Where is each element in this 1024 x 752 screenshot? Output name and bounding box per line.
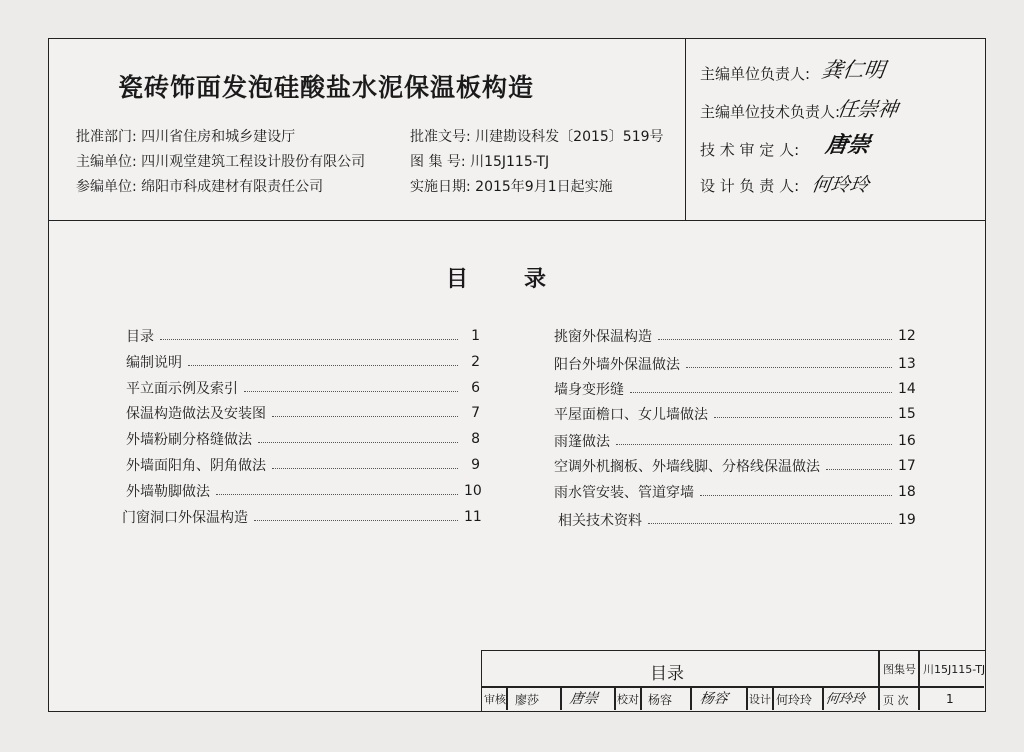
title-block-divider bbox=[560, 686, 562, 710]
toc-entry-page: 14 bbox=[898, 381, 916, 397]
approve-no-row bbox=[410, 126, 664, 146]
page-no-label: 页 次 bbox=[883, 694, 909, 707]
title-block bbox=[481, 650, 986, 712]
chief-unit-label: 主编单位: bbox=[76, 154, 137, 170]
toc-entry-page: 8 bbox=[471, 431, 480, 447]
toc-entry[interactable] bbox=[126, 455, 480, 475]
toc-entry-page: 11 bbox=[464, 509, 482, 525]
atlas-no-label: 图集号 bbox=[883, 663, 916, 676]
chief-unit-row bbox=[76, 151, 365, 171]
toc-entry[interactable] bbox=[554, 354, 914, 374]
document-title: 瓷砖饰面发泡硅酸盐水泥保温板构造 bbox=[118, 73, 535, 102]
check-label: 校对 bbox=[617, 693, 639, 706]
title-block-divider bbox=[918, 651, 920, 710]
toc-heading-char-2: 录 bbox=[524, 267, 547, 292]
toc-entry[interactable] bbox=[122, 507, 480, 527]
approve-no-label: 批准文号: bbox=[410, 129, 471, 145]
toc-entry-title: 外墙面阳角、阴角做法 bbox=[126, 458, 266, 474]
check-signature: 杨容 bbox=[698, 691, 729, 707]
toc-leader bbox=[160, 339, 458, 340]
title-block-divider bbox=[746, 686, 748, 710]
toc-entry-title: 墙身变形缝 bbox=[554, 382, 624, 398]
toc-leader bbox=[616, 444, 892, 445]
approve-dept-label: 批准部门: bbox=[76, 129, 137, 145]
toc-entry-title: 挑窗外保温构造 bbox=[554, 329, 652, 345]
tech-head-label: 主编单位技术负责人: bbox=[700, 103, 841, 121]
toc-entry-title: 空调外机搁板、外墙线脚、分格线保温做法 bbox=[554, 459, 820, 475]
title-block-divider bbox=[506, 686, 508, 710]
toc-entry-page: 6 bbox=[471, 380, 480, 396]
atlas-no-value: 川15J115-TJ bbox=[923, 663, 986, 676]
toc-entry[interactable] bbox=[126, 429, 480, 449]
toc-entry-title: 平立面示例及索引 bbox=[126, 381, 238, 397]
review-signature: 唐崇 bbox=[568, 691, 599, 707]
review-label: 审核 bbox=[484, 693, 506, 706]
toc-entry-title: 目录 bbox=[126, 329, 154, 345]
toc-leader bbox=[254, 520, 458, 521]
title-block-divider bbox=[482, 686, 984, 688]
approve-dept-row bbox=[76, 126, 295, 146]
chief-unit-value: 四川观堂建筑工程设计股份有限公司 bbox=[141, 154, 366, 170]
toc-leader bbox=[700, 495, 892, 496]
toc-entry[interactable] bbox=[126, 378, 480, 398]
toc-entry-title: 雨篷做法 bbox=[554, 434, 610, 450]
toc-leader bbox=[272, 416, 458, 417]
effective-date-label: 实施日期: bbox=[410, 179, 471, 195]
title-block-divider bbox=[772, 686, 774, 710]
toc-leader bbox=[188, 365, 458, 366]
toc-entry-title: 门窗洞口外保温构造 bbox=[122, 510, 248, 526]
toc-entry-title: 雨水管安装、管道穿墙 bbox=[554, 485, 694, 501]
tech-head-signature: 任崇神 bbox=[836, 97, 900, 121]
toc-entry-page: 12 bbox=[898, 328, 916, 344]
toc-entry-page: 17 bbox=[898, 458, 916, 474]
toc-entry-page: 19 bbox=[898, 512, 916, 528]
approve-no-value: 川建勘设科发〔2015〕519号 bbox=[475, 129, 664, 145]
toc-leader bbox=[630, 392, 892, 393]
toc-entry-page: 1 bbox=[471, 328, 480, 344]
chief-unit-head-label: 主编单位负责人: bbox=[700, 65, 811, 83]
toc-entry-title: 阳台外墙外保温做法 bbox=[554, 357, 680, 373]
design-name: 何玲玲 bbox=[776, 693, 813, 707]
page-no-value: 1 bbox=[946, 692, 954, 706]
toc-heading-char-1: 目 bbox=[446, 267, 469, 292]
approve-dept-value: 四川省住房和城乡建设厅 bbox=[141, 129, 296, 145]
title-block-divider bbox=[640, 686, 642, 710]
chief-unit-head-signature: 龚仁明 bbox=[820, 58, 887, 82]
toc-entry-title: 编制说明 bbox=[126, 355, 182, 371]
tech-reviewer-signature: 唐崇 bbox=[823, 132, 872, 158]
toc-entry[interactable] bbox=[554, 326, 914, 346]
co-unit-value: 绵阳市科成建材有限责任公司 bbox=[141, 179, 324, 195]
toc-entry-title: 相关技术资料 bbox=[558, 513, 642, 529]
co-unit-row bbox=[76, 176, 323, 196]
title-block-divider bbox=[614, 686, 616, 710]
atlas-no-value: 川15J115-TJ bbox=[470, 154, 550, 170]
toc-leader bbox=[216, 494, 458, 495]
title-block-divider bbox=[822, 686, 824, 710]
toc-entry[interactable] bbox=[554, 456, 914, 476]
toc-entry[interactable] bbox=[126, 352, 480, 372]
atlas-no-row bbox=[410, 151, 549, 171]
design-signature: 何玲玲 bbox=[824, 692, 866, 707]
toc-entry-page: 10 bbox=[464, 483, 482, 499]
toc-leader bbox=[686, 367, 892, 368]
title-block-divider bbox=[878, 651, 880, 710]
toc-entry-page: 9 bbox=[471, 457, 480, 473]
toc-entry[interactable] bbox=[126, 403, 480, 423]
toc-leader bbox=[244, 391, 458, 392]
toc-entry-title: 保温构造做法及安装图 bbox=[126, 406, 266, 422]
toc-entry-title: 外墙勒脚做法 bbox=[126, 484, 210, 500]
design-lead-signature: 何玲玲 bbox=[810, 174, 871, 196]
toc-entry-page: 13 bbox=[898, 356, 916, 372]
effective-date-value: 2015年9月1日起实施 bbox=[475, 179, 613, 195]
toc-leader bbox=[714, 417, 892, 418]
co-unit-label: 参编单位: bbox=[76, 179, 137, 195]
toc-entry[interactable] bbox=[554, 431, 914, 451]
toc-entry-title: 平屋面檐口、女儿墙做法 bbox=[554, 407, 708, 423]
toc-leader bbox=[826, 469, 892, 470]
toc-entry-page: 18 bbox=[898, 484, 916, 500]
toc-entry[interactable] bbox=[554, 482, 914, 502]
tech-reviewer-label: 技 术 审 定 人: bbox=[700, 141, 800, 159]
design-lead-label: 设 计 负 责 人: bbox=[700, 177, 800, 195]
toc-entry-page: 16 bbox=[898, 433, 916, 449]
toc-entry[interactable] bbox=[558, 510, 914, 530]
toc-leader bbox=[658, 339, 892, 340]
toc-leader bbox=[648, 523, 892, 524]
review-name: 廖莎 bbox=[515, 693, 540, 707]
toc-leader bbox=[258, 442, 458, 443]
title-block-divider bbox=[690, 686, 692, 710]
toc-entry[interactable] bbox=[554, 404, 914, 424]
atlas-no-label: 图 集 号: bbox=[410, 154, 466, 170]
toc-entry[interactable] bbox=[126, 326, 480, 346]
header-divider bbox=[48, 220, 986, 221]
toc-entry-page: 7 bbox=[471, 405, 480, 421]
toc-entry-page: 15 bbox=[898, 406, 916, 422]
design-label: 设计 bbox=[749, 693, 771, 706]
sheet-title: 目录 bbox=[650, 664, 684, 684]
check-name: 杨容 bbox=[648, 693, 673, 707]
toc-entry-page: 2 bbox=[471, 354, 480, 370]
toc-entry[interactable] bbox=[126, 481, 480, 501]
effective-date-row bbox=[410, 176, 613, 196]
toc-entry-title: 外墙粉刷分格缝做法 bbox=[126, 432, 252, 448]
toc-leader bbox=[272, 468, 458, 469]
toc-entry[interactable] bbox=[554, 379, 914, 399]
